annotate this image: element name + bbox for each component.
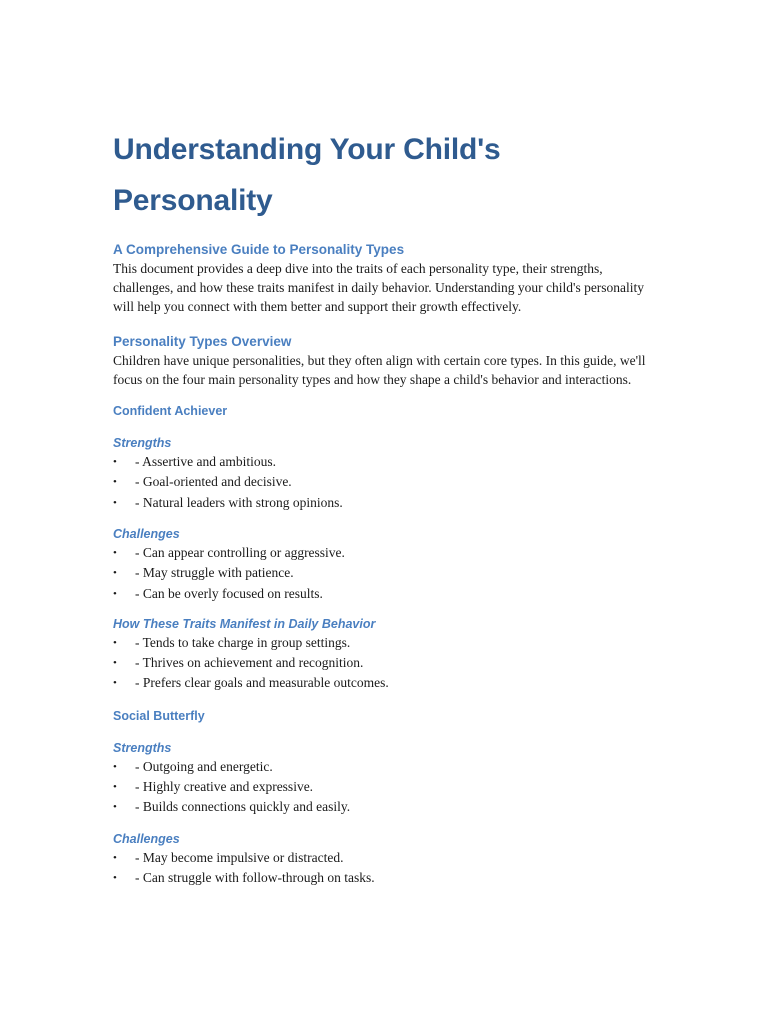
bullet-glyph: • — [113, 871, 117, 884]
strengths-heading: Strengths — [113, 740, 172, 755]
challenges-list — [113, 848, 658, 889]
title-line-1: Understanding Your Child's — [113, 133, 501, 166]
title-line-2: Personality — [113, 184, 273, 217]
list-item — [113, 868, 658, 888]
intro-paragraph: This document provides a deep dive into the traits of each personality type, their strengths, challenges, and how these traits manifest in daily behavior. Understanding your child's personality will help you connect with them better and support their growth effectively. — [113, 261, 645, 315]
bullet-glyph: • — [113, 851, 117, 864]
list-item-text: - Assertive and ambitious. — [135, 454, 276, 470]
bullet-glyph: • — [113, 636, 117, 649]
type-heading-confident-achiever: Confident Achiever — [113, 404, 228, 419]
bullet-glyph: • — [113, 496, 117, 509]
list-item-text: - Can appear controlling or aggressive. — [135, 544, 345, 560]
challenges-heading: Challenges — [113, 526, 180, 541]
bullet-glyph: • — [113, 567, 117, 580]
list-item-text: - Thrives on achievement and recognition. — [135, 655, 364, 671]
overview-paragraph: Children have unique personalities, but they often align with certain core types. In this guide, we'll focus on the four main personality types and how they shape a child's behavior and interactions. — [113, 352, 646, 387]
challenges-heading: Challenges — [113, 831, 180, 846]
list-item — [113, 653, 658, 673]
bullet-glyph: • — [113, 780, 117, 793]
list-item — [113, 584, 658, 604]
bullet-glyph: • — [113, 677, 117, 690]
bullet-glyph: • — [113, 760, 117, 773]
list-item — [113, 563, 658, 583]
bullet-glyph: • — [113, 476, 117, 489]
list-item-text: - May become impulsive or distracted. — [135, 849, 344, 865]
list-item-text: - Highly creative and expressive. — [135, 778, 314, 794]
strengths-heading: Strengths — [113, 436, 172, 451]
challenges-list — [113, 543, 658, 604]
list-item-text: - Natural leaders with strong opinions. — [135, 494, 343, 510]
list-item — [113, 777, 658, 797]
overview-heading: Personality Types Overview — [113, 333, 292, 349]
bullet-glyph: • — [113, 587, 117, 600]
strengths-list — [113, 452, 658, 513]
list-item-text: - Can struggle with follow-through on tasks. — [135, 869, 375, 885]
list-item — [113, 472, 658, 492]
bullet-glyph: • — [113, 801, 117, 814]
behavior-list — [113, 633, 658, 694]
list-item-text: - May struggle with patience. — [135, 565, 294, 581]
bullet-glyph: • — [113, 546, 117, 559]
document-content — [113, 124, 658, 888]
behavior-heading: How These Traits Manifest in Daily Behavior — [113, 616, 376, 631]
document-title — [113, 124, 658, 226]
list-item-text: - Can be overly focused on results. — [135, 585, 323, 601]
list-item-text: - Goal-oriented and decisive. — [135, 474, 292, 490]
subtitle-heading: A Comprehensive Guide to Personality Types — [113, 242, 405, 257]
list-item — [113, 797, 658, 817]
list-item-text: - Tends to take charge in group settings. — [135, 634, 351, 650]
list-item — [113, 493, 658, 513]
list-item-text: - Prefers clear goals and measurable outcomes. — [135, 675, 389, 691]
list-item-text: - Outgoing and energetic. — [135, 758, 273, 774]
list-item — [113, 673, 658, 693]
list-item — [113, 543, 658, 563]
bullet-glyph: • — [113, 657, 117, 670]
strengths-list — [113, 757, 658, 818]
list-item — [113, 848, 658, 868]
list-item — [113, 757, 658, 777]
bullet-glyph: • — [113, 456, 117, 469]
list-item-text: - Builds connections quickly and easily. — [135, 799, 351, 815]
list-item — [113, 452, 658, 472]
list-item — [113, 633, 658, 653]
type-heading-social-butterfly: Social Butterfly — [113, 708, 205, 723]
